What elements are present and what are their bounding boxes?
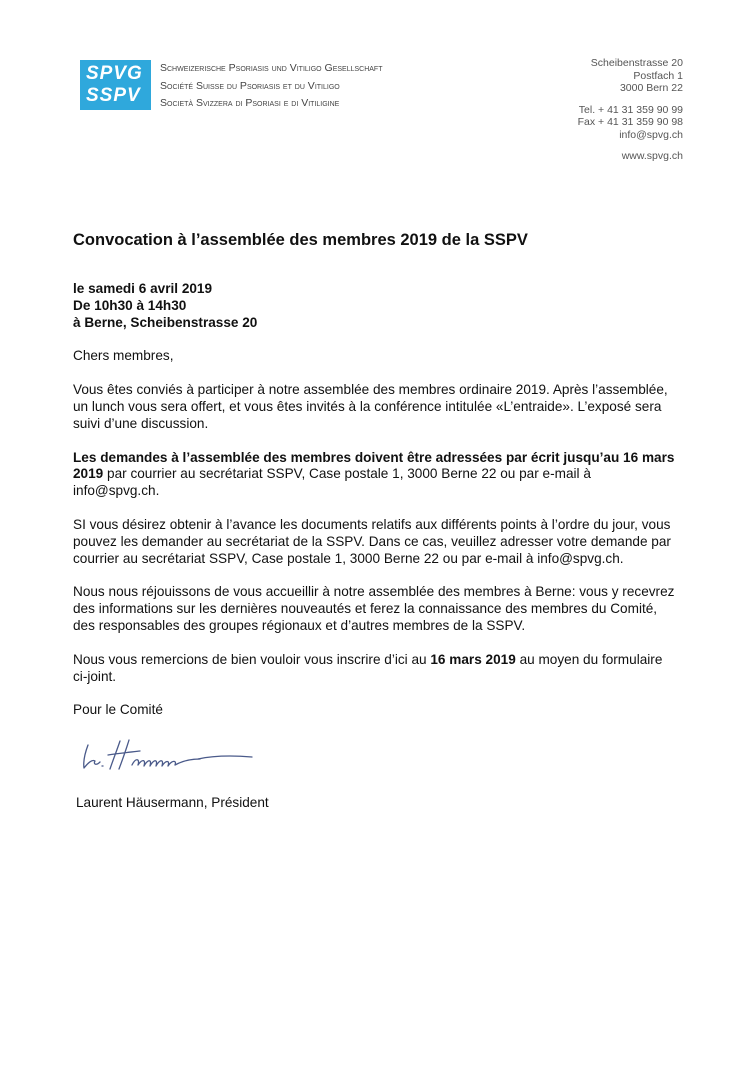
address-website: www.spvg.ch [621,150,683,162]
handwritten-signature [80,735,270,775]
meeting-time: De 10h30 à 14h30 [73,297,187,313]
logo-line-1: SPVG [86,63,143,84]
address-email: info@spvg.ch [619,128,683,141]
requests-deadline: Les demandes à l’assemblée des membres doivent être adressées par écrit jusqu’au 16 mars 2019 [73,449,675,482]
paragraph-requests [73,450,679,500]
address-fax: Fax + 41 31 359 90 98 [577,116,683,128]
org-name-french: Société Suisse du Psoriasis et du Vitiligo [160,79,340,92]
paragraph-invitation: Vous êtes conviés à participer à notre assemblée des membres ordinaire 2019. Après l’assemblée, un lunch vous sera offert, et vous êtes invités à la conférence intitulée «L’entraide». L’exposé sera suivi d’une discussion. [73,382,668,431]
sender-address [578,57,683,163]
address-postbox: Postfach 1 [633,69,683,82]
meeting-details [73,281,679,331]
spvg-logo [80,60,151,110]
address-street: Scheibenstrasse 20 [590,57,683,69]
paragraph-documents: SI vous désirez obtenir à l’avance les documents relatifs aux différents points à l’ordre du jour, vous pouvez les demander au secrétariat de la SSPV. Dans ce cas, veuillez adresser votre demande par courrier au secrétariat SSPV, Case postale 1, 3000 Berne 22 ou par e-mail à info@spvg.ch. [73,516,671,566]
letter-body [73,281,679,736]
org-name-italian: Società Svizzera di Psoriasi e di Vitiligine [160,97,340,109]
organization-names [160,60,383,113]
registration-text-a: Nous vous remercions de bien vouloir vous inscrire d’ici au [73,651,431,667]
meeting-date: le samedi 6 avril 2019 [73,281,213,296]
closing: Pour le Comité [73,702,163,718]
logo-line-2: SSPV [86,85,141,106]
requests-details: par courrier au secrétariat SSPV, Case postale 1, 3000 Berne 22 ou par e-mail à info@spvg.ch. [73,466,591,499]
signer-name: Laurent Häusermann, Président [76,795,269,810]
salutation: Chers membres, [73,348,174,364]
address-tel: Tel. + 41 31 359 90 99 [578,103,683,116]
org-name-german: Schweizerische Psoriasis und Vitiligo Gesellschaft [160,62,383,74]
address-city: 3000 Bern 22 [619,82,683,94]
paragraph-welcome: Nous nous réjouissons de vous accueillir à notre assemblée des membres à Berne: vous y recevrez des informations sur les dernières nouveautés et ferez la connaissance des membres du Comité, des responsables des groupes régionaux et d’autres membres de la SSPV. [73,584,675,633]
paragraph-registration [73,652,679,686]
registration-deadline: 16 mars 2019 [430,651,516,667]
letter-title: Convocation à l’assemblée des membres 2019 de la SSPV [73,231,528,249]
meeting-place: à Berne, Scheibenstrasse 20 [73,314,258,330]
registration-text-b: au moyen du formulaire ci-joint. [73,651,663,684]
